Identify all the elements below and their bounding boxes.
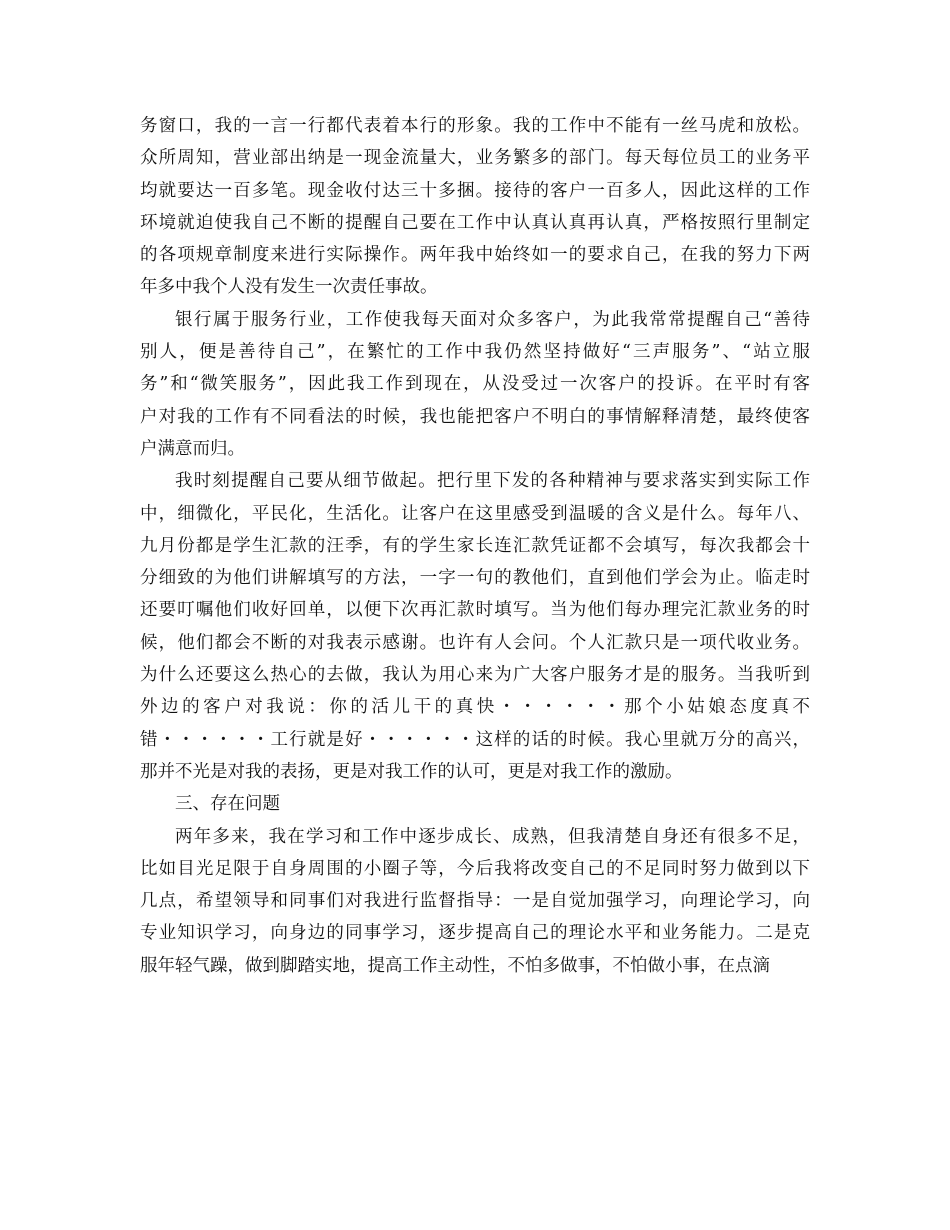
text-line: 户对我的工作有不同看法的时候，我也能把客户不明白的事情解释清楚，最终使客	[140, 406, 810, 427]
paragraph	[140, 465, 810, 788]
text-line: 那并不光是对我的表扬，更是对我工作的认可，更是对我工作的激励。	[140, 761, 683, 782]
text-line: 务窗口，我的一言一行都代表着本行的形象。我的工作中不能有一丝马虎和放松。	[140, 116, 810, 136]
paragraph	[140, 821, 810, 982]
text-line: 为什么还要这么热心的去做，我认为用心来为广大客户服务才是的服务。当我听到	[140, 665, 810, 686]
text-line: 候，他们都会不断的对我表示感谢。也许有人会问。个人汇款只是一项代收业务。	[140, 632, 810, 653]
text-line: 别人，便是善待自己”，在繁忙的工作中我仍然坚持做好“三声服务”、“站立服	[140, 342, 810, 363]
paragraph	[140, 110, 810, 304]
text-line: 错・・・・・・工行就是好・・・・・・这样的话的时候。我心里就万分的高兴，	[140, 729, 810, 750]
text-line: 户满意而归。	[140, 438, 245, 459]
text-line: 专业知识学习，向身边的同事学习，逐步提高自己的理论水平和业务能力。二是克	[140, 923, 810, 944]
text-line: 众所周知，营业部出纳是一现金流量大，业务繁多的部门。每天每位员工的业务平	[140, 148, 810, 169]
text-line: 外边的客户对我说：你的活儿干的真快・・・・・・那个小姑娘态度真不	[140, 697, 810, 718]
text-line: 务”和“微笑服务”，因此我工作到现在，从没受过一次客户的投诉。在平时有客	[140, 374, 810, 395]
text-line: 年多中我个人没有发生一次责任事故。	[140, 277, 438, 298]
document-body	[140, 110, 810, 982]
text-line: 环境就迫使我自己不断的提醒自己要在工作中认真认真再认真，严格按照行里制定	[140, 212, 810, 233]
text-line: 几点，希望领导和同事们对我进行监督指导：一是自觉加强学习，向理论学习，向	[140, 891, 810, 912]
text-line: 的各项规章制度来进行实际操作。两年我中始终如一的要求自己，在我的努力下两	[140, 245, 810, 266]
text-line: 三、存在问题	[175, 794, 280, 815]
text-line: 中，细微化，平民化，生活化。让客户在这里感受到温暖的含义是什么。每年八、	[140, 503, 810, 524]
paragraph	[140, 304, 810, 465]
text-line: 银行属于服务行业，工作使我每天面对众多客户，为此我常常提醒自己“善待	[175, 309, 810, 330]
text-line: 我时刻提醒自己要从细节做起。把行里下发的各种精神与要求落实到实际工作	[175, 471, 810, 492]
paragraph	[140, 788, 810, 820]
text-line: 比如目光足限于自身周围的小圈子等，今后我将改变自己的不足同时努力做到以下	[140, 858, 810, 879]
text-line: 九月份都是学生汇款的汪季，有的学生家长连汇款凭证都不会填写，每次我都会十	[140, 535, 810, 556]
text-line: 服年轻气躁，做到脚踏实地，提高工作主动性，不怕多做事，不怕做小事，在点滴	[140, 955, 770, 976]
text-line: 均就要达一百多笔。现金收付达三十多捆。接待的客户一百多人，因此这样的工作	[140, 180, 810, 201]
text-line: 分细致的为他们讲解填写的方法，一字一句的教他们，直到他们学会为止。临走时	[140, 568, 810, 589]
text-line: 两年多来，我在学习和工作中逐步成长、成熟，但我清楚自身还有很多不足，	[175, 826, 810, 847]
text-line: 还要叮嘱他们收好回单，以便下次再汇款时填写。当为他们每办理完汇款业务的时	[140, 600, 810, 621]
